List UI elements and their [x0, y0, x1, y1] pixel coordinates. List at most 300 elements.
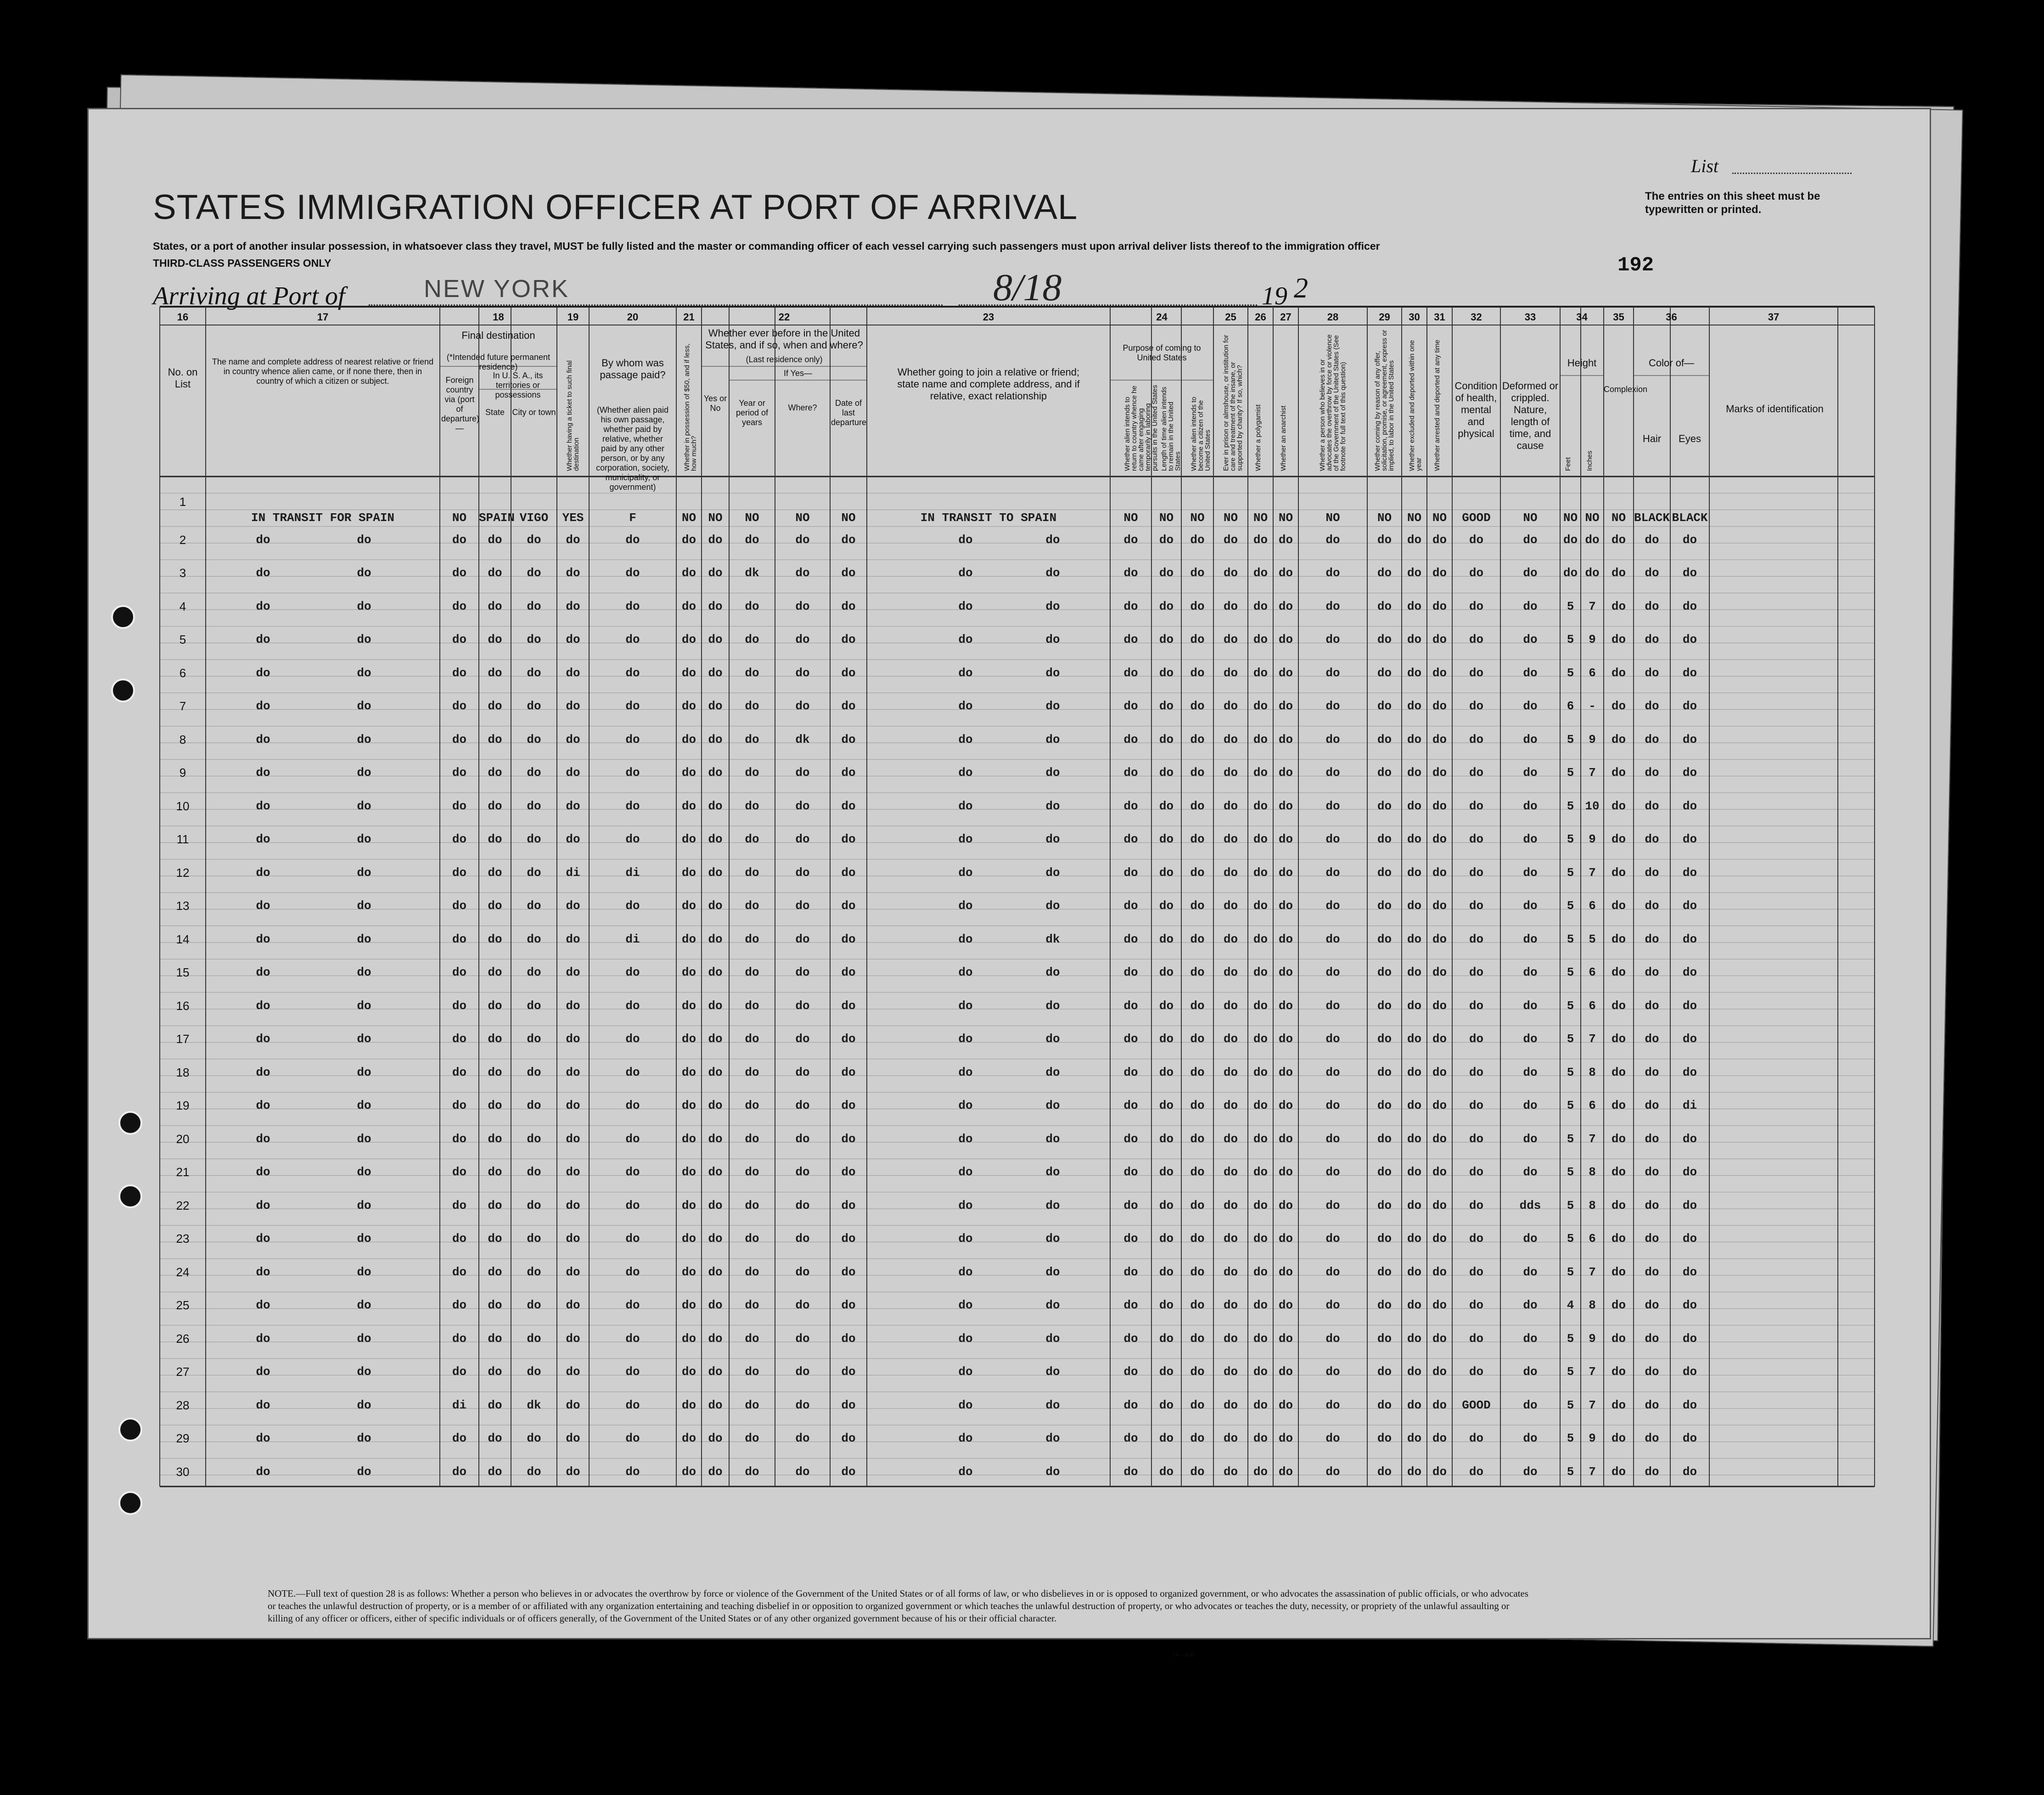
cell-c32: do	[1469, 1165, 1484, 1179]
joining-relative-2: do	[1045, 1032, 1060, 1046]
cell-c24b: do	[1159, 666, 1174, 680]
cell-c19: do	[566, 1298, 580, 1312]
cell-c25: do	[1223, 1099, 1238, 1112]
cell-c22p: do	[745, 666, 759, 680]
cell-c22y: do	[708, 1032, 723, 1046]
cell-c34f: do	[1563, 533, 1578, 547]
cell-c35: do	[1611, 899, 1626, 913]
cell-c25: do	[1223, 1331, 1238, 1346]
joining-relative: do	[958, 1198, 973, 1212]
nearest-relative-address-2: do	[357, 1265, 371, 1279]
cell-c33: dds	[1519, 1198, 1541, 1212]
cell-c28: do	[1325, 666, 1340, 680]
cell-c27: do	[1278, 1065, 1293, 1079]
cell-c36e: do	[1682, 1365, 1697, 1379]
cell-c26: do	[1253, 1265, 1268, 1279]
cell-c27: do	[1278, 633, 1293, 646]
cell-c22d: do	[841, 1265, 856, 1279]
cell-c19: do	[566, 1198, 580, 1212]
cell-c21: do	[681, 566, 696, 580]
joining-relative-2: do	[1045, 799, 1060, 813]
nearest-relative-address-2: do	[357, 1165, 371, 1179]
cell-c36e: do	[1682, 1198, 1697, 1212]
cell-c35: do	[1611, 699, 1626, 713]
nearest-relative-address: IN TRANSIT FOR SPAIN	[251, 511, 395, 525]
cell-c22y: do	[708, 1431, 723, 1445]
cell-c18s: do	[488, 1464, 502, 1479]
nearest-relative-address-2: do	[357, 1398, 371, 1412]
cell-c26: do	[1253, 1165, 1268, 1179]
cell-c28: do	[1325, 1265, 1340, 1279]
nearest-relative-address: do	[256, 1198, 270, 1212]
cell-c22w: do	[795, 1132, 810, 1146]
cell-c33: do	[1523, 1464, 1538, 1479]
cell-c24b: do	[1159, 932, 1174, 946]
cell-c31: do	[1432, 1298, 1447, 1312]
cell-c30: do	[1407, 1065, 1422, 1079]
cell-c34i: -	[1589, 699, 1596, 713]
cell-c18s: do	[488, 998, 502, 1013]
cell-c18f: do	[452, 566, 467, 580]
cell-c20: di	[625, 865, 640, 880]
cell-c18s: do	[488, 1232, 502, 1245]
cell-c18s: do	[488, 566, 502, 580]
nearest-relative-address-2: do	[357, 899, 371, 913]
cell-c28: do	[1325, 1032, 1340, 1046]
cell-c24c: do	[1190, 965, 1205, 979]
cell-c33: do	[1523, 666, 1538, 680]
cell-c24b: do	[1159, 1232, 1174, 1245]
cell-c22y: do	[708, 998, 723, 1013]
cell-c24a: do	[1123, 732, 1138, 746]
cell-c32: do	[1469, 865, 1484, 880]
cell-c22d: NO	[841, 511, 856, 525]
cell-c32: do	[1469, 998, 1484, 1013]
joining-relative: do	[958, 932, 973, 946]
cell-c28: do	[1325, 699, 1340, 713]
cell-c18s: do	[488, 732, 502, 746]
cell-c34i: 7	[1589, 1398, 1596, 1412]
cell-c29: do	[1377, 1398, 1392, 1412]
row-number: 5	[179, 633, 186, 646]
nearest-relative-address-2: do	[357, 932, 371, 946]
cell-c24b: do	[1159, 1431, 1174, 1445]
cell-c32: do	[1469, 1232, 1484, 1245]
joining-relative: do	[958, 566, 973, 580]
cell-c22d: do	[841, 533, 856, 547]
cell-c21: do	[681, 1331, 696, 1346]
cell-c22p: do	[745, 633, 759, 646]
cell-c27: do	[1278, 1365, 1293, 1379]
cell-c33: do	[1523, 1298, 1538, 1312]
cell-c27: do	[1278, 998, 1293, 1013]
punch-hole	[118, 1111, 142, 1135]
cell-c34f: 5	[1567, 799, 1574, 813]
col-24-b: Length of time alien intends to remain in the United States	[1160, 387, 1182, 471]
col-32-header: Condition of health, mental and physical	[1454, 380, 1498, 439]
cell-c19: do	[566, 599, 580, 613]
cell-c34i: 7	[1589, 1464, 1596, 1479]
column-number: 26	[1255, 311, 1266, 323]
cell-c24b: do	[1159, 699, 1174, 713]
cell-c22p: dk	[745, 566, 759, 580]
cell-c22y: do	[708, 699, 723, 713]
nearest-relative-address: do	[256, 633, 270, 646]
cell-c18c: do	[527, 766, 541, 780]
cell-c32: do	[1469, 799, 1484, 813]
nearest-relative-address: do	[256, 732, 270, 746]
cell-c34i: 6	[1589, 899, 1596, 913]
nearest-relative-address-2: do	[357, 566, 371, 580]
cell-c34i: 7	[1589, 865, 1596, 880]
punch-hole	[118, 1491, 142, 1515]
joining-relative: do	[958, 633, 973, 646]
cell-c36e: do	[1682, 1065, 1697, 1079]
cell-c20: do	[625, 1365, 640, 1379]
cell-c24c: do	[1190, 1365, 1205, 1379]
column-number: 24	[1156, 311, 1168, 323]
cell-c33: do	[1523, 899, 1538, 913]
cell-c33: do	[1523, 633, 1538, 646]
cell-c22y: do	[708, 965, 723, 979]
cell-c29: do	[1377, 766, 1392, 780]
cell-c18c: do	[527, 1298, 541, 1312]
cell-c25: NO	[1223, 511, 1238, 525]
cell-c28: do	[1325, 932, 1340, 946]
cell-c22d: do	[841, 732, 856, 746]
cell-c28: do	[1325, 899, 1340, 913]
cell-c35: do	[1611, 932, 1626, 946]
cell-c24a: do	[1123, 533, 1138, 547]
cell-c24c: do	[1190, 799, 1205, 813]
cell-c26: do	[1253, 998, 1268, 1013]
cell-c19: do	[566, 932, 580, 946]
cell-c24b: do	[1159, 1165, 1174, 1179]
cell-c28: do	[1325, 1198, 1340, 1212]
cell-c19: do	[566, 1132, 580, 1146]
cell-c36h: do	[1645, 865, 1659, 880]
cell-c32: do	[1469, 1132, 1484, 1146]
cell-c22y: do	[708, 732, 723, 746]
cell-c22y: do	[708, 1265, 723, 1279]
cell-c25: do	[1223, 998, 1238, 1013]
cell-c24a: do	[1123, 633, 1138, 646]
cell-c18c: do	[527, 1165, 541, 1179]
cell-c22d: do	[841, 1165, 856, 1179]
cell-c22p: NO	[745, 511, 759, 525]
nearest-relative-address: do	[256, 566, 270, 580]
cell-c32: do	[1469, 1198, 1484, 1212]
cell-c34i: 9	[1589, 1431, 1596, 1445]
cell-c35: do	[1611, 533, 1626, 547]
punch-hole	[118, 1184, 142, 1208]
cell-c20: do	[625, 1331, 640, 1346]
cell-c18c: do	[527, 998, 541, 1013]
cell-c22y: do	[708, 633, 723, 646]
col-34-inches: Inches	[1586, 450, 1594, 471]
cell-c19: do	[566, 566, 580, 580]
cell-c18s: do	[488, 799, 502, 813]
joining-relative-2: dk	[1045, 932, 1060, 946]
cell-c22w: do	[795, 599, 810, 613]
cell-c18s: do	[488, 865, 502, 880]
cell-c22p: do	[745, 899, 759, 913]
row-number: 13	[176, 899, 190, 913]
cell-c36h: do	[1645, 566, 1659, 580]
cell-c35: do	[1611, 1298, 1626, 1312]
joining-relative-2: do	[1045, 1099, 1060, 1112]
cell-c18f: do	[452, 799, 467, 813]
cell-c19: do	[566, 1365, 580, 1379]
nearest-relative-address-2: do	[357, 1198, 371, 1212]
column-number: 19	[567, 311, 579, 323]
nearest-relative-address-2: do	[357, 1065, 371, 1079]
cell-c35: do	[1611, 1431, 1626, 1445]
col-21-header: Whether in possession of $50, and if less, how much?	[683, 343, 698, 471]
nearest-relative-address: do	[256, 1165, 270, 1179]
cell-c20: do	[625, 799, 640, 813]
cell-c22p: do	[745, 1398, 759, 1412]
joining-relative: do	[958, 1065, 973, 1079]
cell-c22d: do	[841, 799, 856, 813]
cell-c25: do	[1223, 1365, 1238, 1379]
cell-c28: do	[1325, 832, 1340, 846]
cell-c36h: do	[1645, 699, 1659, 713]
nearest-relative-address-2: do	[357, 1232, 371, 1245]
cell-c19: do	[566, 732, 580, 746]
cell-c29: do	[1377, 1464, 1392, 1479]
cell-c21: do	[681, 932, 696, 946]
cell-c24c: do	[1190, 1198, 1205, 1212]
cell-c22w: do	[795, 566, 810, 580]
cell-c32: do	[1469, 1431, 1484, 1445]
cell-c22d: do	[841, 1398, 856, 1412]
cell-c34f: 6	[1567, 699, 1574, 713]
cell-c36e: do	[1682, 599, 1697, 613]
cell-c30: do	[1407, 1099, 1422, 1112]
cell-c22w: do	[795, 1232, 810, 1245]
cell-c22d: do	[841, 1365, 856, 1379]
cell-c19: do	[566, 1065, 580, 1079]
row-number: 14	[176, 932, 190, 946]
col-16-header: No. on List	[168, 366, 198, 390]
cell-c36e: do	[1682, 1431, 1697, 1445]
cell-c21: do	[681, 1198, 696, 1212]
cell-c26: do	[1253, 799, 1268, 813]
cell-c22y: do	[708, 1132, 723, 1146]
cell-c28: do	[1325, 1232, 1340, 1245]
cell-c24c: do	[1190, 899, 1205, 913]
cell-c34i: 8	[1589, 1065, 1596, 1079]
col-18-header: Final destination	[461, 330, 535, 341]
cell-c21: do	[681, 666, 696, 680]
cell-c21: do	[681, 1265, 696, 1279]
cell-c28: do	[1325, 799, 1340, 813]
cell-c24a: do	[1123, 666, 1138, 680]
cell-c34f: 5	[1567, 1165, 1574, 1179]
cell-c36e: do	[1682, 998, 1697, 1013]
cell-c24b: do	[1159, 965, 1174, 979]
cell-c31: do	[1432, 732, 1447, 746]
cell-c22w: do	[795, 1198, 810, 1212]
cell-c18f: do	[452, 932, 467, 946]
cell-c25: do	[1223, 1464, 1238, 1479]
cell-c31: do	[1432, 1431, 1447, 1445]
column-number: 22	[778, 311, 790, 323]
cell-c30: do	[1407, 1431, 1422, 1445]
cell-c22y: do	[708, 666, 723, 680]
cell-c22w: do	[795, 1165, 810, 1179]
cell-c24c: do	[1190, 1165, 1205, 1179]
cell-c32: do	[1469, 1464, 1484, 1479]
cell-c24a: do	[1123, 1431, 1138, 1445]
cell-c19: do	[566, 1265, 580, 1279]
cell-c19: di	[566, 865, 580, 880]
cell-c25: do	[1223, 533, 1238, 547]
joining-relative: do	[958, 1232, 973, 1245]
cell-c35: do	[1611, 1032, 1626, 1046]
cell-c18s: do	[488, 1398, 502, 1412]
cell-c31: do	[1432, 1331, 1447, 1346]
joining-relative: do	[958, 1365, 973, 1379]
cell-c31: do	[1432, 1032, 1447, 1046]
cell-c22d: do	[841, 1464, 856, 1479]
cell-c27: do	[1278, 1265, 1293, 1279]
cell-c21: do	[681, 766, 696, 780]
cell-c22w: do	[795, 1298, 810, 1312]
cell-c30: do	[1407, 1298, 1422, 1312]
cell-c24c: do	[1190, 599, 1205, 613]
cell-c22p: do	[745, 965, 759, 979]
cell-c30: do	[1407, 766, 1422, 780]
cell-c18c: do	[527, 1065, 541, 1079]
cell-c22y: do	[708, 566, 723, 580]
cell-c31: do	[1432, 766, 1447, 780]
column-number: 20	[627, 311, 639, 323]
cell-c22p: do	[745, 1365, 759, 1379]
joining-relative-2: do	[1045, 766, 1060, 780]
cell-c31: do	[1432, 666, 1447, 680]
cell-c24a: do	[1123, 799, 1138, 813]
port-value: NEW YORK	[424, 275, 570, 303]
cell-c24b: do	[1159, 998, 1174, 1013]
cell-c18c: dk	[527, 1398, 541, 1412]
cell-c30: do	[1407, 699, 1422, 713]
cell-c21: do	[681, 1365, 696, 1379]
col-29-header: Whether coming by reason of any offer, solicitation, promise, or agreement, express or implied, to labor in the United States	[1374, 330, 1395, 471]
cell-c22y: do	[708, 1398, 723, 1412]
joining-relative: do	[958, 533, 973, 547]
cell-c28: do	[1325, 865, 1340, 880]
cell-c20: do	[625, 533, 640, 547]
cell-c25: do	[1223, 1165, 1238, 1179]
cell-c34f: 5	[1567, 998, 1574, 1013]
cell-c22p: do	[745, 1198, 759, 1212]
cell-c19: do	[566, 1232, 580, 1245]
col-34-feet: Feet	[1564, 457, 1572, 471]
cell-c18f: do	[452, 1065, 467, 1079]
cell-c27: do	[1278, 1398, 1293, 1412]
cell-c22d: do	[841, 766, 856, 780]
cell-c22d: do	[841, 1331, 856, 1346]
arriving-label: Arriving at Port of	[153, 282, 345, 310]
cell-c36e: do	[1682, 932, 1697, 946]
cell-c35: do	[1611, 1165, 1626, 1179]
cell-c18s: do	[488, 533, 502, 547]
cell-c22w: do	[795, 666, 810, 680]
cell-c22w: NO	[795, 511, 810, 525]
cell-c24a: do	[1123, 1065, 1138, 1079]
cell-c28: do	[1325, 1298, 1340, 1312]
joining-relative-2: do	[1045, 965, 1060, 979]
cell-c25: do	[1223, 566, 1238, 580]
cell-c34f: 5	[1567, 766, 1574, 780]
cell-c29: do	[1377, 599, 1392, 613]
cell-c24a: do	[1123, 1365, 1138, 1379]
cell-c35: do	[1611, 666, 1626, 680]
cell-c34f: 5	[1567, 1132, 1574, 1146]
nearest-relative-address: do	[256, 1032, 270, 1046]
row-number: 7	[179, 699, 186, 713]
cell-c35: do	[1611, 1198, 1626, 1212]
cell-c22p: do	[745, 1065, 759, 1079]
cell-c18s: do	[488, 1032, 502, 1046]
cell-c18c: do	[527, 599, 541, 613]
cell-c24b: do	[1159, 1099, 1174, 1112]
cell-c28: do	[1325, 965, 1340, 979]
cell-c21: do	[681, 1132, 696, 1146]
cell-c21: do	[681, 1032, 696, 1046]
col-30-header: Whether excluded and deported within one year	[1408, 340, 1423, 471]
cell-c18c: do	[527, 965, 541, 979]
cell-c24a: do	[1123, 1099, 1138, 1112]
cell-c33: do	[1523, 965, 1538, 979]
cell-c22w: do	[795, 533, 810, 547]
row-number: 2	[179, 533, 186, 547]
cell-c18s: do	[488, 1065, 502, 1079]
nearest-relative-address-2: do	[357, 1331, 371, 1346]
cell-c30: do	[1407, 1265, 1422, 1279]
cell-c24c: do	[1190, 1398, 1205, 1412]
cell-c33: do	[1523, 1265, 1538, 1279]
cell-c28: do	[1325, 1331, 1340, 1346]
cell-c34i: 5	[1589, 932, 1596, 946]
cell-c22d: do	[841, 1198, 856, 1212]
cell-c18f: NO	[452, 511, 467, 525]
nearest-relative-address-2: do	[357, 732, 371, 746]
cell-c29: do	[1377, 1165, 1392, 1179]
cell-c24b: do	[1159, 633, 1174, 646]
cell-c21: do	[681, 699, 696, 713]
cell-c24a: do	[1123, 1464, 1138, 1479]
cell-c27: do	[1278, 1099, 1293, 1112]
cell-c30: do	[1407, 865, 1422, 880]
cell-c31: do	[1432, 533, 1447, 547]
cell-c22y: do	[708, 832, 723, 846]
cell-c35: do	[1611, 1464, 1626, 1479]
cell-c21: do	[681, 832, 696, 846]
cell-c31: do	[1432, 899, 1447, 913]
cell-c28: do	[1325, 998, 1340, 1013]
cell-c27: do	[1278, 699, 1293, 713]
joining-relative: do	[958, 865, 973, 880]
cell-c26: do	[1253, 932, 1268, 946]
cell-c18f: do	[452, 1099, 467, 1112]
cell-c22p: do	[745, 766, 759, 780]
cell-c24c: NO	[1190, 511, 1205, 525]
cell-c34f: 5	[1567, 633, 1574, 646]
joining-relative-2: do	[1045, 865, 1060, 880]
